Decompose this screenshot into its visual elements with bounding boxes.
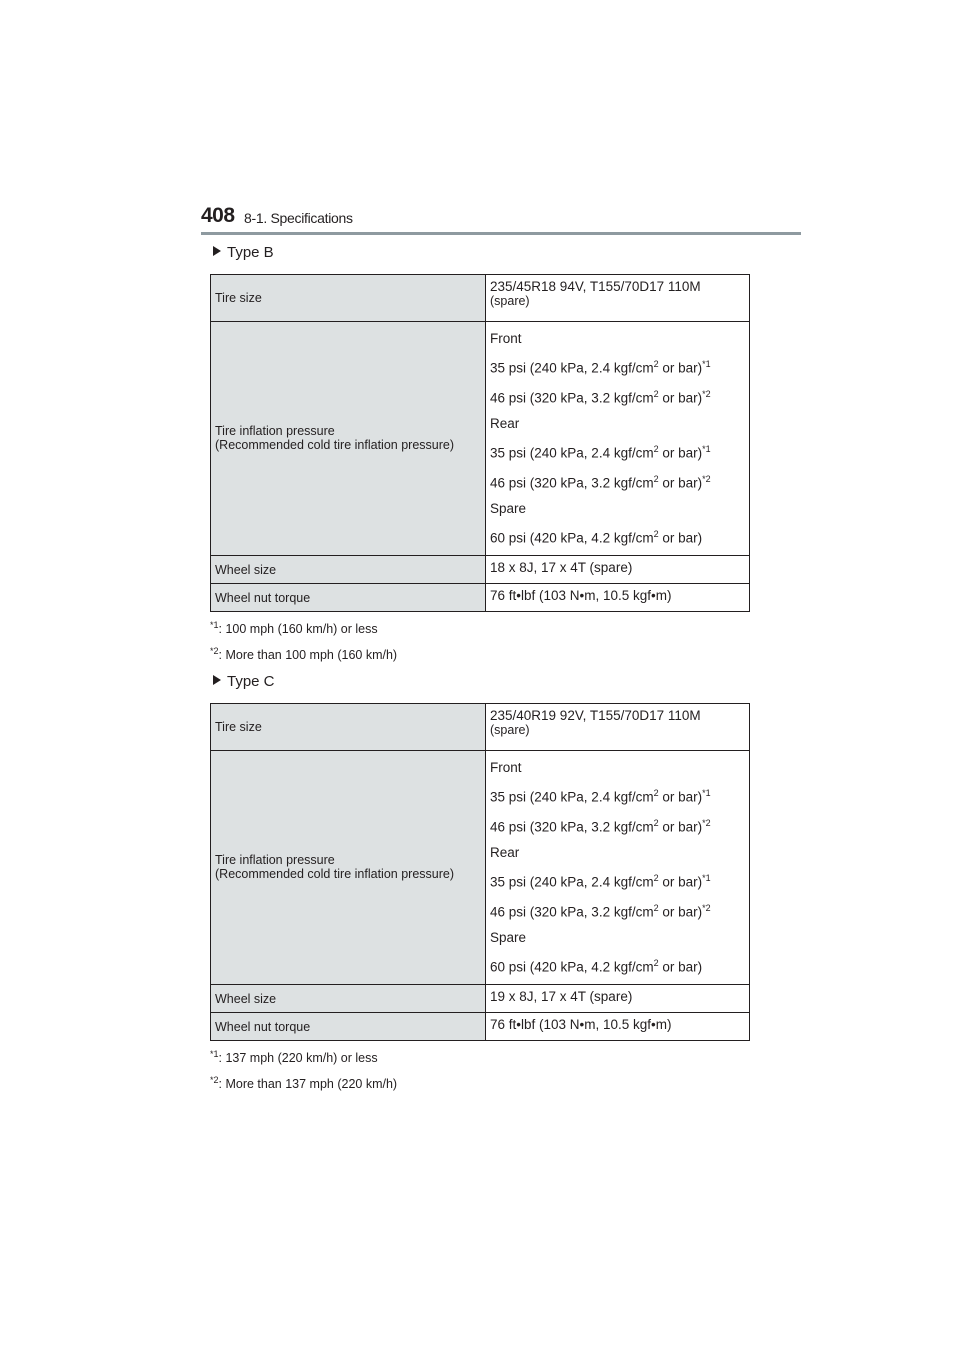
type-c-heading: Type C [213,673,275,690]
wheel-size-value: 19 x 8J, 17 x 4T (spare) [486,984,750,1012]
rear-heading: Rear [490,845,520,860]
table-row [211,984,750,1012]
spare-pressure: 60 psi (420 kPa, 4.2 kgf/$cm^2$ or bar) [490,529,703,546]
rear-pressure-2: 46 psi (320 kPa, 3.2 kgf/$cm^2$ or bar)$^{*2}$ [490,473,711,490]
front-pressure-2: 46 psi (320 kPa, 3.2 kgf/$cm^2$ or bar)$^{*2}$ [490,388,711,405]
front-heading: Front [490,331,522,346]
table-row [211,583,750,611]
table-row [211,1012,750,1040]
inflation-label: Tire inflation pressure (Recommended cold tire inflation pressure) [211,322,486,556]
triangle-bullet-icon [213,675,221,685]
type-b-heading: Type B [213,244,274,261]
header-rule [201,232,801,235]
triangle-bullet-icon [213,246,221,256]
front-pressure-1: 35 psi (240 kPa, 2.4 kgf/$cm^2$ or bar)$^{*1}$ [490,359,711,376]
inflation-label: Tire inflation pressure (Recommended cold tire inflation pressure) [211,751,486,985]
type-c-footnote-1: $^{*1}$: 137 mph (220 km/h) or less [210,1049,378,1066]
rear-pressure-1: 35 psi (240 kPa, 2.4 kgf/$cm^2$ or bar)$^{*1}$ [490,444,711,461]
table-row [211,555,750,583]
tire-size-label: Tire size [211,704,486,751]
rear-heading: Rear [490,416,520,431]
front-pressure-1: 35 psi (240 kPa, 2.4 kgf/$cm^2$ or bar)$^{*1}$ [490,788,711,805]
wheel-size-label: Wheel size [211,555,486,583]
section-title: 8-1. Specifications [244,210,353,226]
rear-pressure-2: 46 psi (320 kPa, 3.2 kgf/$cm^2$ or bar)$^{*2}$ [490,902,711,919]
inflation-values [486,322,750,556]
torque-value: 76 ft•lbf (103 N•m, 10.5 kgf•m) [486,1012,750,1040]
tire-size-label: Tire size [211,275,486,322]
tire-size-value: 235/45R18 94V, T155/70D17 110M (spare) [486,275,750,322]
type-c-spec-table [210,703,750,1041]
inflation-values [486,751,750,985]
front-pressure-2: 46 psi (320 kPa, 3.2 kgf/$cm^2$ or bar)$^{*2}$ [490,817,711,834]
tire-size-value: 235/40R19 92V, T155/70D17 110M (spare) [486,704,750,751]
type-c-footnote-2: $^{*2}$: More than 137 mph (220 km/h) [210,1075,398,1092]
type-b-footnote-1: $^{*1}$: 100 mph (160 km/h) or less [210,620,378,637]
front-heading: Front [490,760,522,775]
table-row [211,322,750,556]
torque-label: Wheel nut torque [211,583,486,611]
type-b-footnote-2: $^{*2}$: More than 100 mph (160 km/h) [210,646,398,663]
spare-pressure: 60 psi (420 kPa, 4.2 kgf/$cm^2$ or bar) [490,958,703,975]
type-b-spec-table [210,274,750,612]
wheel-size-label: Wheel size [211,984,486,1012]
table-row [211,704,750,751]
page-header [201,204,801,236]
wheel-size-value: 18 x 8J, 17 x 4T (spare) [486,555,750,583]
rear-pressure-1: 35 psi (240 kPa, 2.4 kgf/$cm^2$ or bar)$^{*1}$ [490,873,711,890]
torque-label: Wheel nut torque [211,1012,486,1040]
table-row [211,751,750,985]
spare-heading: Spare [490,930,527,945]
spare-heading: Spare [490,501,527,516]
torque-value: 76 ft•lbf (103 N•m, 10.5 kgf•m) [486,583,750,611]
page-number: 408 [201,204,235,227]
table-row [211,275,750,322]
